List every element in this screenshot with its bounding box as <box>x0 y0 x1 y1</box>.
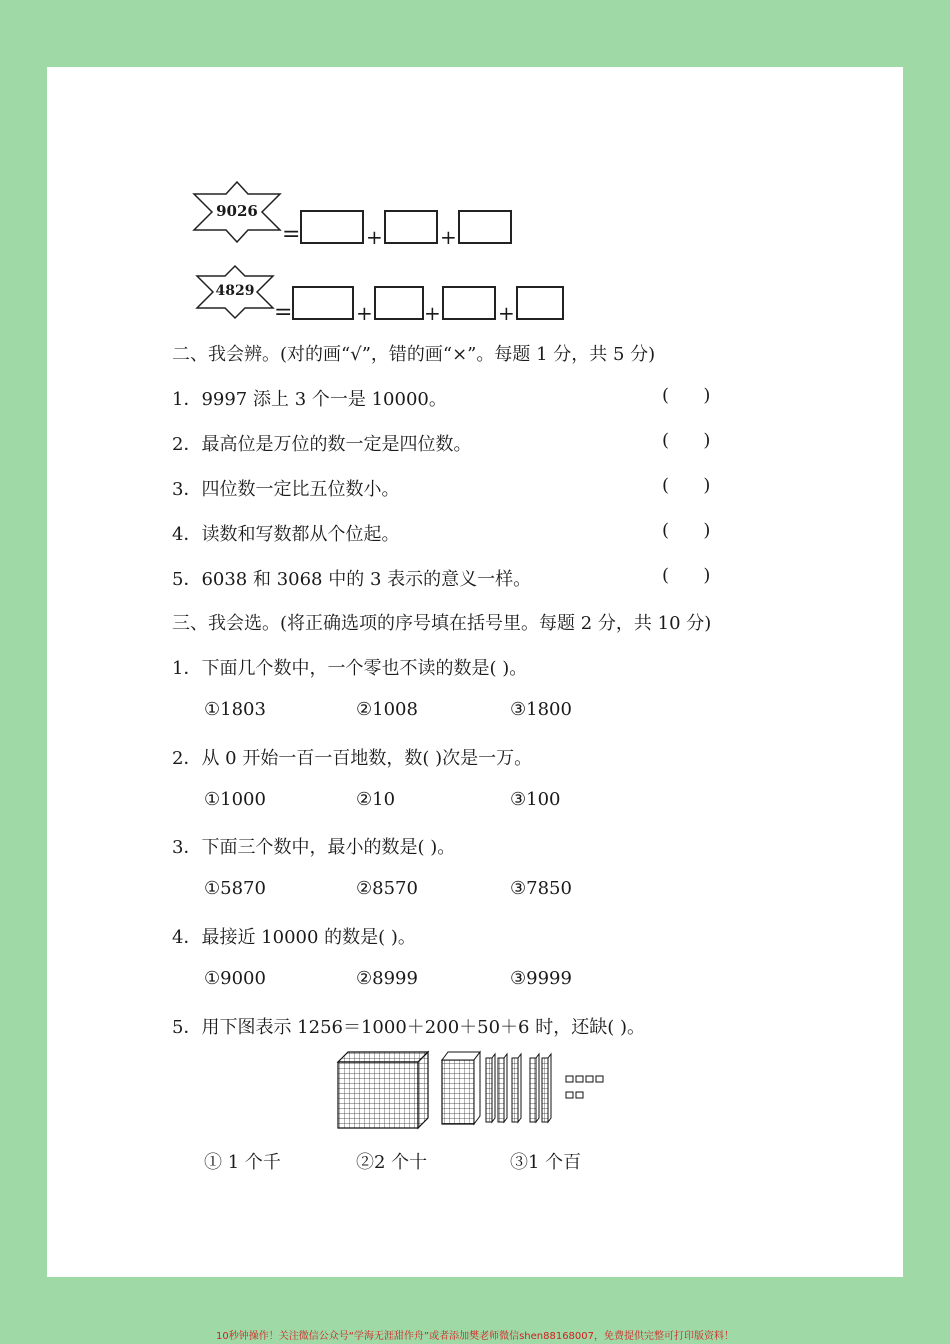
option-c[interactable]: ③1 个百 <box>510 1152 582 1173</box>
section-2-title: 二、我会辨。(对的画“√”，错的画“×”。每题 1 分，共 5 分) <box>172 344 656 365</box>
option-b[interactable]: ②8999 <box>356 968 418 989</box>
option-a[interactable]: ①9000 <box>204 968 266 989</box>
plus-sign: + <box>366 225 383 249</box>
equals-sign: = <box>282 222 301 247</box>
answer-paren[interactable]: ( ) <box>662 520 711 541</box>
answer-paren[interactable]: ( ) <box>662 565 711 586</box>
option-c[interactable]: ③9999 <box>510 968 572 989</box>
answer-box[interactable] <box>300 210 364 244</box>
answer-paren[interactable]: ( ) <box>662 385 711 406</box>
base-ten-blocks-figure <box>334 1048 624 1130</box>
option-b[interactable]: ②8570 <box>356 878 418 899</box>
option-c[interactable]: ③1800 <box>510 699 572 720</box>
answer-box[interactable] <box>384 210 438 244</box>
section-3-title: 三、我会选。(将正确选项的序号填在括号里。每题 2 分，共 10 分) <box>172 613 712 634</box>
answer-box[interactable] <box>458 210 512 244</box>
star-number: 9026 <box>216 202 258 220</box>
star-9026 <box>192 180 282 244</box>
option-b[interactable]: ②2 个十 <box>356 1152 428 1173</box>
answer-box[interactable] <box>442 286 496 320</box>
option-b[interactable]: ②1008 <box>356 699 418 720</box>
option-c[interactable]: ③100 <box>510 789 561 810</box>
choice-question-2: 2．从 0 开始一百一百地数，数( )次是一万。 <box>172 748 533 769</box>
option-a[interactable]: ①1803 <box>204 699 266 720</box>
answer-box[interactable] <box>374 286 424 320</box>
star-number: 4829 <box>215 283 255 299</box>
option-b[interactable]: ②10 <box>356 789 396 810</box>
answer-box[interactable] <box>516 286 564 320</box>
choice-question-4: 4．最接近 10000 的数是( )。 <box>172 927 416 948</box>
plus-sign: + <box>424 301 441 325</box>
choice-question-1: 1．下面几个数中，一个零也不读的数是( )。 <box>172 658 528 679</box>
plus-sign: + <box>440 225 457 249</box>
judge-item-3: 3．四位数一定比五位数小。 <box>172 479 400 500</box>
choice-question-3: 3．下面三个数中，最小的数是( )。 <box>172 837 456 858</box>
judge-item-5: 5．6038 和 3068 中的 3 表示的意义一样。 <box>172 569 532 590</box>
base-ten-blocks-icon <box>334 1048 624 1130</box>
option-c[interactable]: ③7850 <box>510 878 572 899</box>
answer-box[interactable] <box>292 286 354 320</box>
star-4829 <box>195 264 275 320</box>
answer-paren[interactable]: ( ) <box>662 430 711 451</box>
equals-sign: = <box>274 300 293 325</box>
footer-banner: 10秒钟操作！关注微信公众号“学海无涯甜作舟”或者添加樊老师微信shen88168007，免费提供完整可打印版资料！ <box>215 1331 735 1342</box>
choice-question-5: 5．用下图表示 1256＝1000＋200＋50＋6 时，还缺( )。 <box>172 1017 645 1038</box>
option-a[interactable]: ①5870 <box>204 878 266 899</box>
answer-paren[interactable]: ( ) <box>662 475 711 496</box>
judge-item-4: 4．读数和写数都从个位起。 <box>172 524 400 545</box>
plus-sign: + <box>498 301 515 325</box>
judge-item-2: 2．最高位是万位的数一定是四位数。 <box>172 434 472 455</box>
option-a[interactable]: ①1000 <box>204 789 266 810</box>
plus-sign: + <box>356 301 373 325</box>
option-a[interactable]: ① 1 个千 <box>204 1152 281 1173</box>
judge-item-1: 1．9997 添上 3 个一是 10000。 <box>172 389 447 410</box>
